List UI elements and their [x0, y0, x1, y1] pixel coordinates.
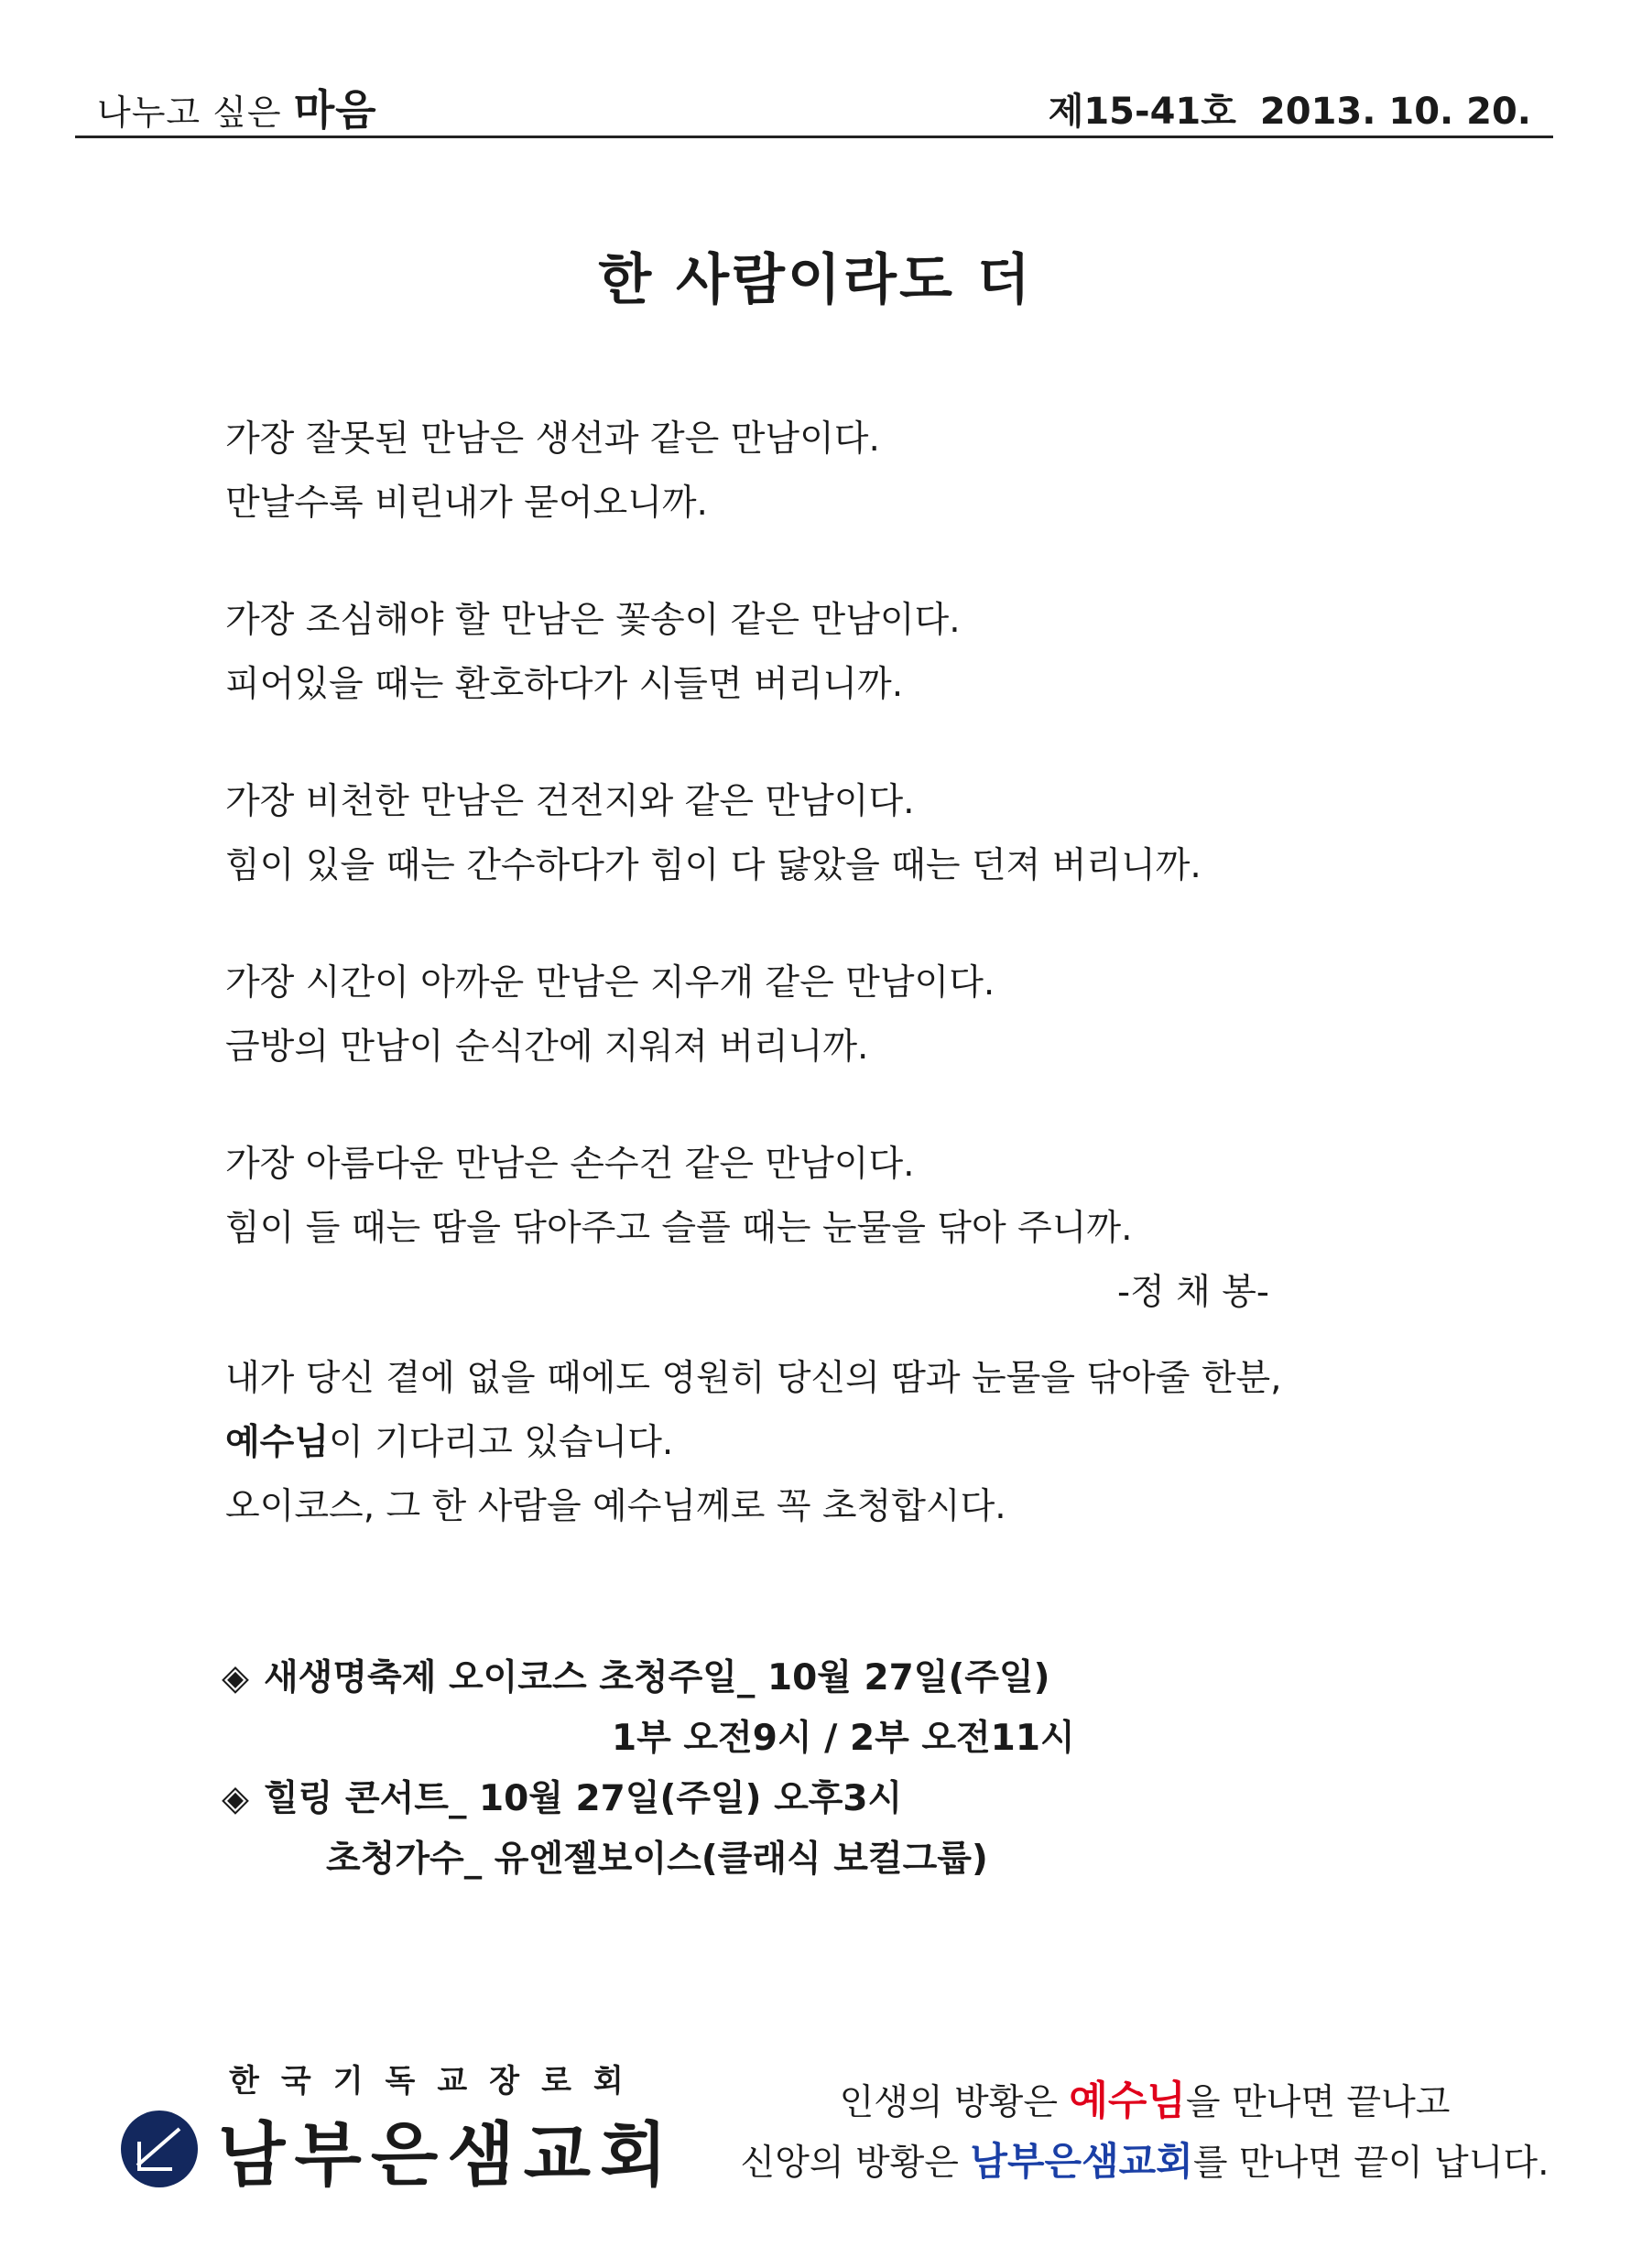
- event-item: [216, 1648, 1407, 1709]
- page-title: 한 사람이라도 더: [598, 248, 1033, 312]
- poem-body: [225, 407, 1416, 1539]
- poem-line: 가장 조심해야 할 만남은 꽃송이 같은 만남이다.: [225, 600, 961, 641]
- event-item: [216, 1769, 1407, 1829]
- message-line: 오이코스, 그 한 사람을 예수님께로 꼭 초청합시다.: [225, 1486, 1006, 1527]
- poem-line: 가장 시간이 아까운 만남은 지우개 같은 만남이다.: [225, 962, 995, 1004]
- slogan-text: 를 만나면 끝이 납니다.: [1192, 2143, 1549, 2184]
- slogan-highlight-jesus: 예수님: [1069, 2078, 1186, 2124]
- slogan-highlight-church: 남부은샘교회: [970, 2139, 1193, 2184]
- church-logo-icon: [119, 2109, 200, 2189]
- header-divider: [75, 136, 1553, 138]
- church-name: 남부은샘교회: [218, 2114, 677, 2196]
- message-line-rest: 이 기다리고 있습니다.: [329, 1422, 674, 1463]
- poem-line: 가장 잘못된 만남은 생선과 같은 만남이다.: [225, 418, 880, 460]
- message-line: [225, 1411, 1416, 1475]
- poem-line: 금방의 만남이 순식간에 지워져 버리니까.: [225, 1026, 869, 1068]
- event-title: 힐링 콘서트_ 10월 27일(주일) 오후3시: [264, 1778, 903, 1819]
- slogan-text: 을 만나면 끝나고: [1185, 2082, 1451, 2123]
- event-detail: 초청가수_ 유엔젤보이스(클래식 보컬그룹): [326, 1839, 988, 1880]
- event-list: [216, 1648, 1407, 1890]
- slogan: [714, 2071, 1575, 2192]
- poem-line: 힘이 들 때는 땀을 닦아주고 슬플 때는 눈물을 닦아 주니까.: [225, 1208, 1133, 1249]
- issue-date: 2013. 10. 20.: [1259, 91, 1531, 133]
- poem-line: 힘이 있을 때는 간수하다가 힘이 다 닳았을 때는 던져 버리니까.: [225, 845, 1202, 886]
- church-logo-block: [119, 2056, 677, 2202]
- message-highlight: 예수님: [225, 1422, 330, 1463]
- diamond-bullet-icon: ◈: [222, 1657, 249, 1698]
- page-header: [75, 71, 1553, 134]
- slogan-text: 인생의 방황은: [839, 2082, 1070, 2123]
- issue-number: 제15-41호: [1048, 91, 1236, 133]
- issue-info: [1049, 82, 1531, 135]
- slogan-line: [714, 2132, 1575, 2192]
- poem-author: -정 채 봉-: [1117, 1272, 1269, 1313]
- section-label-strong: 마음: [293, 85, 377, 135]
- poem-line: 만날수록 비린내가 묻어오니까.: [225, 483, 708, 524]
- slogan-text: 신앙의 방황은: [740, 2143, 971, 2184]
- event-title: 새생명축제 오이코스 초청주일_ 10월 27일(주일): [264, 1657, 1050, 1698]
- diamond-bullet-icon: ◈: [222, 1778, 249, 1819]
- event-detail: 1부 오전9시 / 2부 오전11시: [612, 1718, 1075, 1759]
- poem-line: 피어있을 때는 환호하다가 시들면 버리니까.: [225, 664, 904, 705]
- poem-line: 가장 비천한 만남은 건전지와 같은 만남이다.: [225, 781, 915, 822]
- denomination-name: 한국기독교장로회: [229, 2063, 646, 2100]
- section-label: [97, 77, 377, 137]
- section-label-prefix: 나누고 싶은: [97, 92, 294, 133]
- message-line: 내가 당신 곁에 없을 때에도 영원히 당신의 땀과 눈물을 닦아줄 한분,: [225, 1358, 1282, 1399]
- poem-line: 가장 아름다운 만남은 손수건 같은 만남이다.: [225, 1144, 915, 1185]
- slogan-line: [714, 2071, 1575, 2132]
